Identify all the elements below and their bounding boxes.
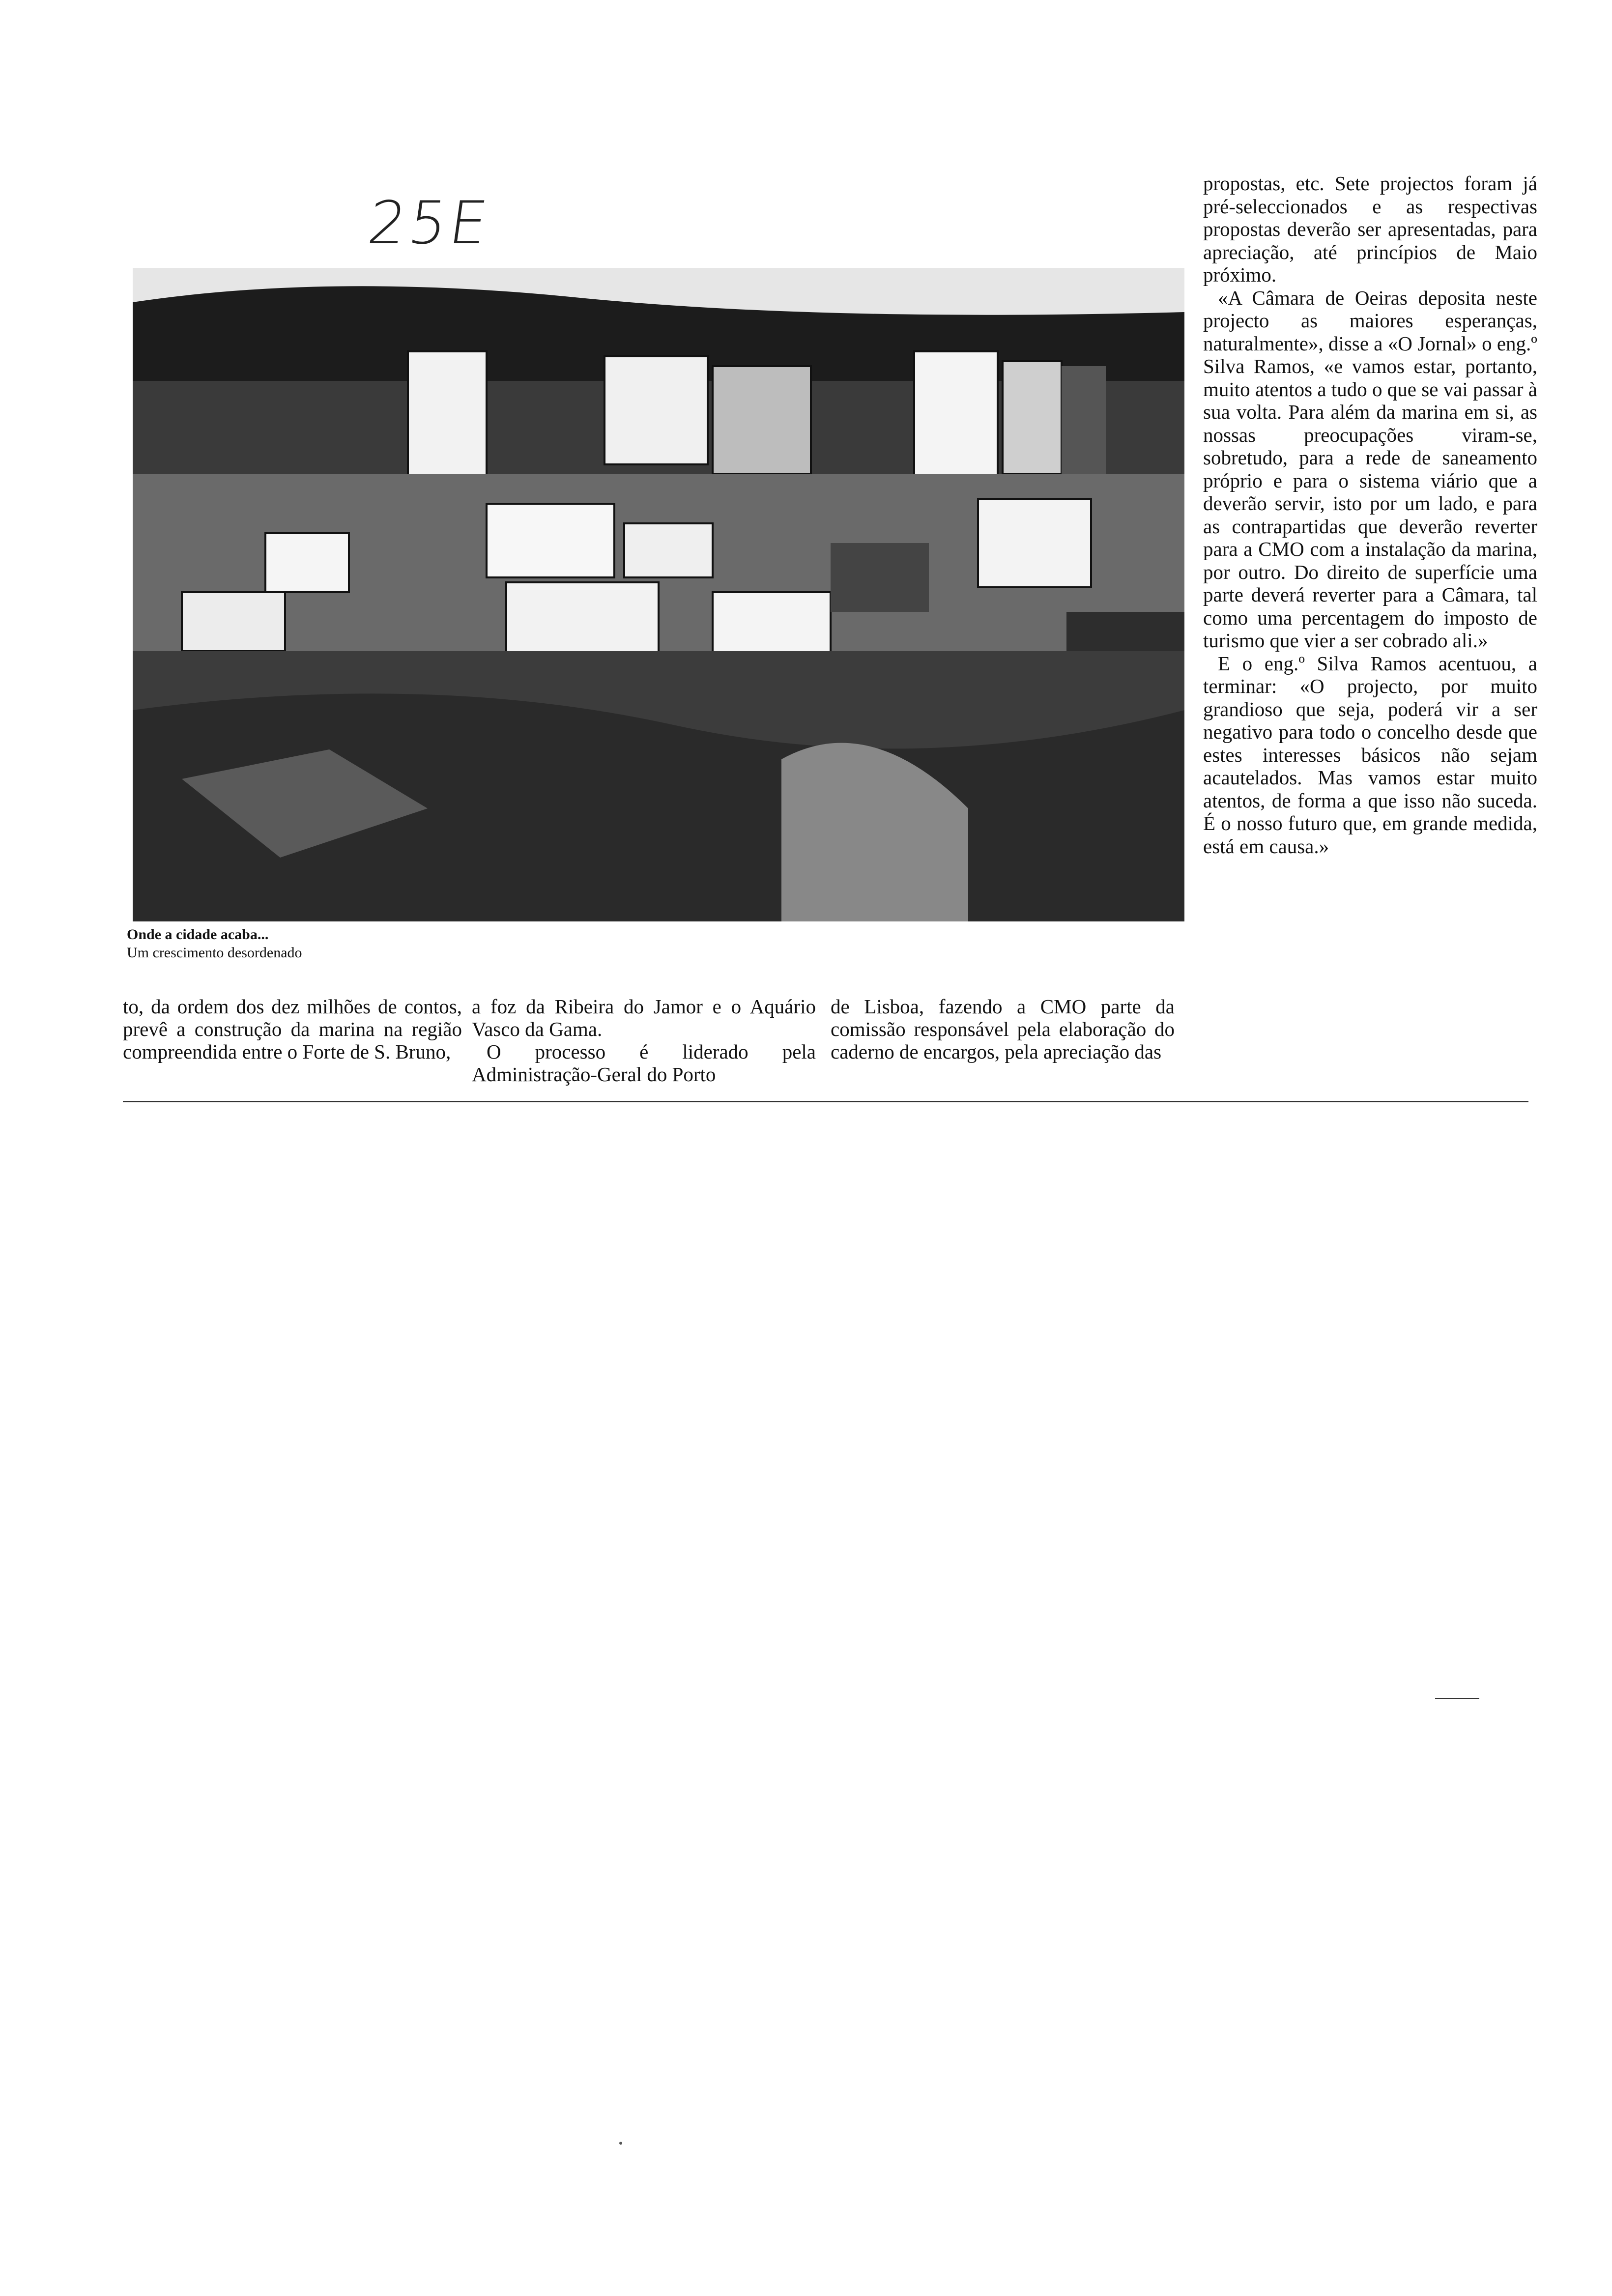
bottom-rule xyxy=(123,1101,1528,1102)
photo-caption-title: Onde a cidade acaba... xyxy=(127,926,269,943)
column-paragraph: de Lisboa, fazendo a CMO parte da comissão responsável pela elaboração do caderno de encargos, pela apreciação das xyxy=(831,995,1175,1063)
column-paragraph: a foz da Ribeira do Jamor e o Aquário Vasco da Gama. xyxy=(472,995,816,1040)
side-column xyxy=(1203,172,1537,858)
side-paragraph: E o eng.º Silva Ramos acentuou, a terminar: «O projecto, por muito grandioso que seja, poderá vir a ser negativo para todo o concelho desde que estes interesses básicos não sejam acautelados. Mas vamos estar muito atentos, de forma a que isso não suceda. É o nosso futuro que, em grande medida, está em causa.» xyxy=(1203,652,1537,858)
bottom-column-2 xyxy=(472,995,816,1086)
bottom-column-3 xyxy=(831,995,1175,1063)
margin-mark xyxy=(1435,1698,1479,1699)
column-paragraph: to, da ordem dos dez milhões de contos, prevê a construção da marina na região compreendida entre o Forte de S. Bruno, xyxy=(123,995,462,1063)
news-photo xyxy=(133,268,1184,921)
bottom-column-1 xyxy=(123,995,462,1063)
side-paragraph: «A Câmara de Oeiras deposita neste projecto as maiores esperanças, naturalmente», disse a «O Jornal» o eng.º Silva Ramos, «e vamos estar, portanto, muito atentos a tudo o que se vai passar à sua volta. Para além da marina em si, as nossas preocupações viram-se, sobretudo, para a rede de saneamento próprio e para o sistema viário que a deverão servir, isto por um lado, e para as contrapartidas que deverão reverter para a CMO com a instalação da marina, por outro. Do direito de superfície uma parte deverá reverter para a Câmara, tal como uma percentagem do imposto de turismo que vier a ser cobrado ali.» xyxy=(1203,286,1537,652)
photo-caption-subtitle: Um crescimento desordenado xyxy=(127,945,302,961)
city-skyline-photo xyxy=(133,268,1184,921)
column-paragraph: O processo é liderado pela Administração-Geral do Porto xyxy=(472,1040,816,1086)
side-paragraph: propostas, etc. Sete projectos foram já pré-seleccionados e as respectivas propostas deverão ser apresentadas, para apreciação, até princípios de Maio próximo. xyxy=(1203,172,1537,286)
handwritten-note: 25E xyxy=(364,189,495,258)
scan-speck xyxy=(619,2142,622,2145)
